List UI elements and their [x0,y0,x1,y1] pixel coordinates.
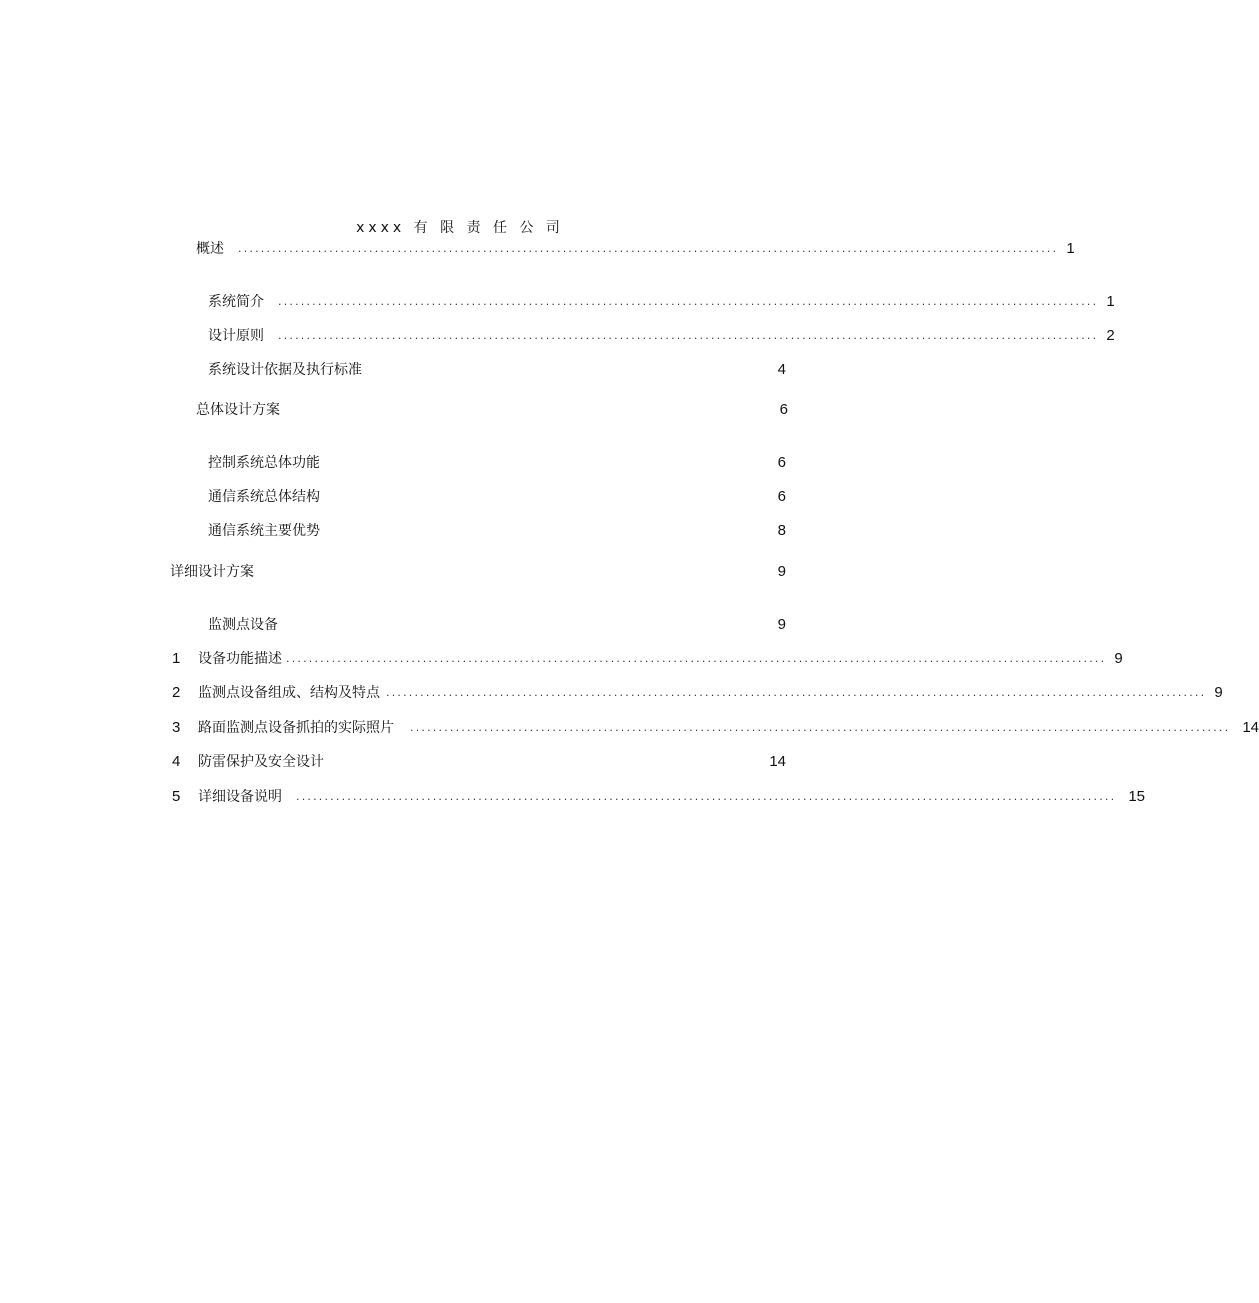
toc-entry-number: 2 [172,684,181,701]
toc-entry-page: 14 [1242,719,1259,736]
toc-entry-title: 系统设计依据及执行标准 [208,362,362,378]
toc-dot-leader: ................................................................................................................................................ [286,652,1107,665]
toc-entry-title: 概述 [196,241,224,257]
toc-entry-title: 设备功能描述 [198,651,282,667]
toc-entry-page: 15 [1128,788,1145,805]
toc-entry-page: 2 [1106,327,1115,344]
toc-entry-title: 通信系统主要优势 [208,523,320,539]
toc-entry-title: 路面监测点设备抓拍的实际照片 [198,720,394,736]
toc-entry-page: 14 [769,753,786,770]
toc-entry-number: 3 [172,719,181,736]
toc-entry-page: 1 [1106,293,1115,310]
toc-entry-page: 6 [779,401,788,418]
toc-dot-leader: ................................................................................................................................................ [296,790,1117,803]
toc-dot-leader: ................................................................................................................................................ [410,721,1231,734]
toc-entry[interactable] [172,717,1259,739]
toc-dot-leader: ................................................................................................................................................ [386,686,1207,699]
toc-entry-page: 6 [777,454,786,471]
toc-entry-page: 8 [777,522,786,539]
toc-entry-number: 1 [172,650,181,667]
toc-entry-page: 9 [1114,650,1123,667]
toc-entry[interactable] [170,561,786,583]
toc-entry-page: 4 [777,361,786,378]
toc-entry[interactable] [196,399,788,421]
toc-entry[interactable] [208,291,1115,313]
toc-entry-page: 6 [777,488,786,505]
toc-entry-title: 防雷保护及安全设计 [198,754,324,770]
toc-entry-title: 控制系统总体功能 [208,455,320,471]
toc-entry-title: 通信系统总体结构 [208,489,320,505]
toc-entry-page: 9 [777,563,786,580]
toc-entry[interactable] [208,452,786,474]
toc-entry[interactable] [172,751,786,773]
toc-dot-leader: ................................................................................................................................................ [278,295,1099,308]
toc-entry-title: 详细设计方案 [170,564,254,580]
toc-entry-title: 系统简介 [208,294,264,310]
toc-entry-title: 总体设计方案 [196,402,280,418]
toc-entry[interactable] [208,359,786,381]
toc-entry[interactable] [172,786,1145,808]
toc-entry[interactable] [196,238,1075,260]
toc-entry[interactable] [208,486,786,508]
toc-entry-page: 1 [1066,240,1075,257]
toc-entry-page: 9 [777,616,786,633]
toc-entry-title: 详细设备说明 [198,789,282,805]
document-header: xxxx 有 限 责 任 公 司 [356,220,564,236]
toc-entry-title: 监测点设备 [208,617,278,633]
toc-entry-number: 4 [172,753,181,770]
toc-entry-number: 5 [172,788,181,805]
toc-entry[interactable] [208,614,786,636]
toc-dot-leader: ................................................................................................................................................ [278,329,1099,342]
toc-entry-title: 监测点设备组成、结构及特点 [198,685,380,701]
toc-entry-page: 9 [1214,684,1223,701]
toc-entry[interactable] [208,520,786,542]
toc-entry[interactable] [172,648,1123,670]
toc-entry[interactable] [172,682,1223,704]
toc-entry-title: 设计原则 [208,328,264,344]
toc-entry[interactable] [208,325,1115,347]
toc-dot-leader: ................................................................................................................................................ [238,242,1059,255]
